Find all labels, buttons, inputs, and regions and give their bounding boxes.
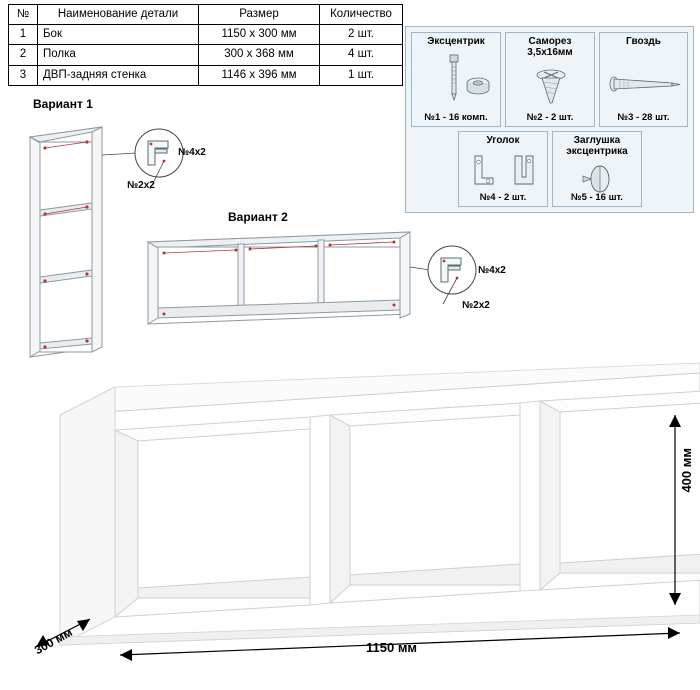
hardware-caption: №3 - 28 шт. bbox=[617, 112, 670, 123]
cell-size: 1150 x 300 мм bbox=[199, 25, 320, 45]
cell-qty: 2 шт. bbox=[320, 25, 403, 45]
hardware-title-line2: эксцентрика bbox=[566, 146, 628, 157]
cell-num: 1 bbox=[9, 25, 38, 45]
table-header-row bbox=[9, 5, 403, 25]
hardware-title bbox=[506, 36, 594, 58]
dimension-width-label: 1150 мм bbox=[366, 640, 418, 655]
hardware-title: Уголок bbox=[486, 135, 520, 146]
table-header-num: № bbox=[9, 5, 38, 25]
hardware-panel bbox=[405, 26, 694, 213]
variant-1-callout-top: №4x2 bbox=[178, 147, 206, 158]
table-row bbox=[9, 25, 403, 45]
variant-2-title: Вариант 2 bbox=[228, 210, 288, 224]
cell-name: Полка bbox=[38, 45, 199, 65]
hardware-item-corner-bracket bbox=[458, 131, 548, 207]
hardware-caption: №1 - 16 комп. bbox=[424, 112, 488, 123]
hardware-item-screw bbox=[505, 32, 595, 127]
cell-size: 300 x 368 мм bbox=[199, 45, 320, 65]
screw-icon bbox=[506, 63, 594, 110]
parts-table bbox=[8, 4, 403, 86]
nail-icon bbox=[600, 67, 687, 110]
hardware-title-line1: Саморез bbox=[528, 36, 572, 47]
table-row bbox=[9, 45, 403, 65]
table-header-size: Размер bbox=[199, 5, 320, 25]
hardware-title: Эксцентрик bbox=[427, 36, 485, 47]
cell-name: ДВП-задняя стенка bbox=[38, 65, 199, 85]
hardware-item-eccentric bbox=[411, 32, 501, 127]
cell-name: Бок bbox=[38, 25, 199, 45]
product-3d-view bbox=[20, 355, 700, 675]
variant-2-callout-top: №4x2 bbox=[478, 265, 506, 276]
variant-2-drawing bbox=[140, 222, 500, 332]
corner-bracket-icon bbox=[459, 150, 547, 192]
hardware-item-nail bbox=[599, 32, 688, 127]
variant-1-callout-bottom: №2x2 bbox=[127, 180, 155, 191]
dimension-height-label: 400 мм bbox=[679, 448, 694, 493]
hardware-title-line1: Заглушка bbox=[573, 135, 621, 146]
hardware-caption: №4 - 2 шт. bbox=[479, 192, 527, 203]
cell-num: 2 bbox=[9, 45, 38, 65]
eccentric-cam-icon bbox=[412, 53, 500, 110]
hardware-caption: №2 - 2 шт. bbox=[526, 112, 574, 123]
variant-1-title: Вариант 1 bbox=[33, 97, 93, 111]
hardware-item-cam-cover bbox=[552, 131, 642, 207]
cell-num: 3 bbox=[9, 65, 38, 85]
hardware-caption: №5 - 16 шт. bbox=[571, 192, 623, 203]
hardware-title-line2: 3,5x16мм bbox=[527, 47, 573, 58]
cell-size: 1146 x 396 мм bbox=[199, 65, 320, 85]
hardware-title: Гвоздь bbox=[626, 36, 661, 47]
table-header-name: Наименование детали bbox=[38, 5, 199, 25]
dimension-depth-label: 300 мм bbox=[32, 625, 75, 658]
table-header-qty: Количество bbox=[320, 5, 403, 25]
cam-cover-icon bbox=[553, 164, 641, 192]
hardware-title bbox=[553, 135, 641, 157]
cell-qty: 4 шт. bbox=[320, 45, 403, 65]
cell-qty: 1 шт. bbox=[320, 65, 403, 85]
variant-2-callout-bottom: №2x2 bbox=[462, 300, 490, 311]
table-row bbox=[9, 65, 403, 85]
